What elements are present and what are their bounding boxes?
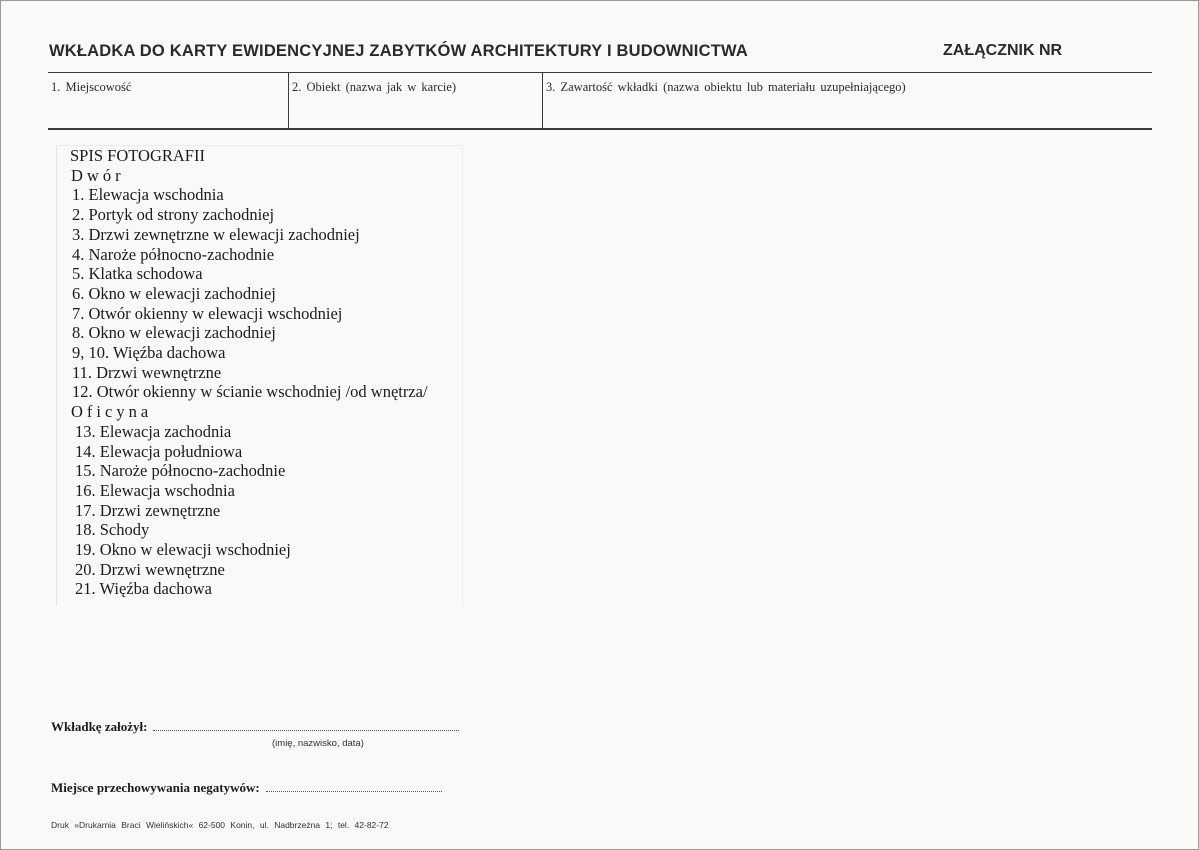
section-title: Dwór: [71, 165, 125, 185]
header-rule-top: [48, 72, 1152, 73]
photo-list-item: 11. Drzwi wewnętrzne: [72, 362, 222, 382]
photo-list-item: 1. Elewacja wschodnia: [72, 185, 224, 205]
field-divider: [288, 73, 289, 129]
photo-list-item: 7. Otwór okienny w elewacji wschodniej: [72, 303, 343, 323]
photo-list-item: 13. Elewacja zachodnia: [75, 421, 232, 441]
object-field-label: 2. Obiekt (nazwa jak w karcie): [292, 80, 457, 94]
created-by-field: [51, 719, 459, 735]
photo-list-item: 5. Klatka schodowa: [72, 264, 203, 284]
photo-list-item: 17. Drzwi zewnętrzne: [75, 500, 221, 520]
photo-list-item: 19. Okno w elewacji wschodniej: [75, 540, 291, 559]
photo-list-item: 20. Drzwi wewnętrzne: [75, 559, 225, 579]
header-rule-bottom: [48, 128, 1152, 130]
photo-list-item: 15. Naroże północno-zachodnie: [75, 461, 286, 481]
photo-list-item: 12. Otwór okienny w ścianie wschodniej /od wnętrza/: [72, 382, 428, 402]
field-divider: [542, 73, 543, 129]
section-title: Oficyna: [71, 402, 153, 422]
photo-list-item: 9, 10. Więźba dachowa: [72, 343, 226, 362]
photo-list-item: 18. Schody: [75, 520, 150, 540]
printer-imprint: Druk »Drukarnia Braci Wielińskich« 62-500 Konin, ul. Nadbrzeżna 1; tel. 42-82-72: [51, 820, 389, 830]
form-title: WKŁADKA DO KARTY EWIDENCYJNEJ ZABYTKÓW ARCHITEKTURY I BUDOWNICTWA: [49, 42, 748, 60]
photo-list-heading: SPIS FOTOGRAFII: [70, 146, 205, 165]
photo-list-item: 6. Okno w elewacji zachodniej: [72, 283, 276, 303]
photo-list-item: 21. Więźba dachowa: [75, 579, 212, 599]
annex-number-label: ZAŁĄCZNIK NR: [943, 42, 1063, 59]
photo-list-item: 4. Naroże północno-zachodnie: [72, 244, 275, 264]
photo-list-item: 3. Drzwi zewnętrzne w elewacji zachodniej: [72, 224, 360, 244]
created-by-caption: (imię, nazwisko, data): [272, 738, 364, 749]
created-by-dotted-line: [153, 720, 459, 731]
negatives-location-label: Miejsce przechowywania negatywów:: [51, 780, 260, 795]
negatives-dotted-line: [266, 781, 442, 792]
photo-list-item: 2. Portyk od strony zachodniej: [72, 205, 275, 225]
locality-field-label: 1. Miejscowość: [51, 80, 132, 94]
negatives-location-field: [51, 780, 442, 796]
photo-list-item: 8. Okno w elewacji zachodniej: [72, 323, 276, 343]
photo-list-item: 16. Elewacja wschodnia: [75, 480, 235, 500]
photo-list-item: 14. Elewacja południowa: [75, 441, 243, 461]
content-field-label: 3. Zawartość wkładki (nazwa obiektu lub materiału uzupełniającego): [546, 80, 906, 94]
created-by-label: Wkładkę założył:: [51, 719, 148, 734]
photo-list-panel: [56, 145, 463, 606]
